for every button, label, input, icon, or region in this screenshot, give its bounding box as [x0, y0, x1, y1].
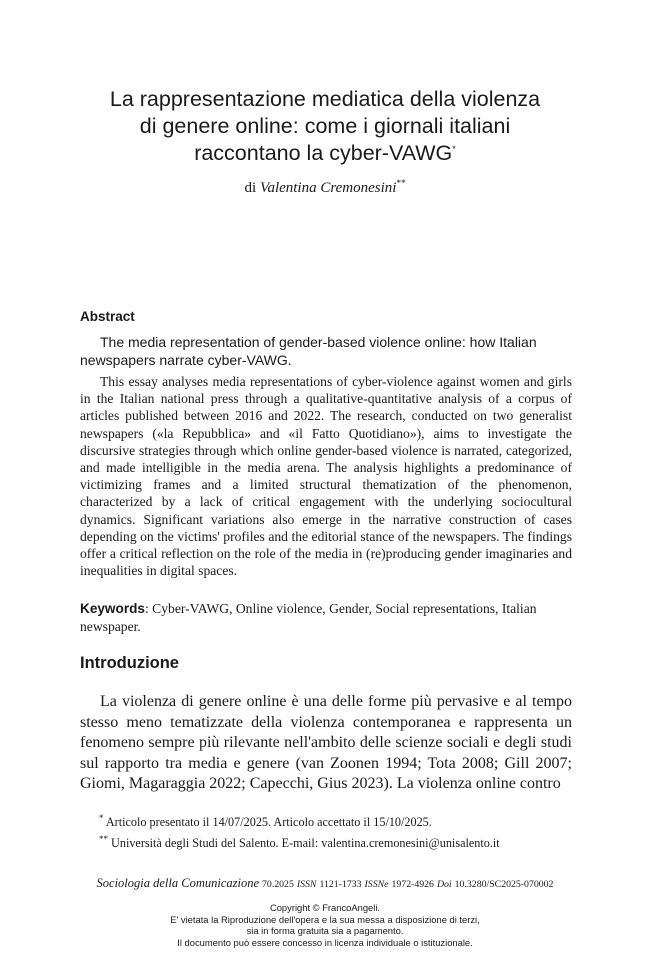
footnote [99, 835, 569, 851]
abstract-english-title: The media representation of gender-based violence online: how Italian newspapers narrate cyber-VAWG. [80, 334, 537, 368]
copyright-line: Copyright © FrancoAngeli. [269, 902, 381, 913]
doi-value: 10.3280/SC2025-070002 [454, 879, 554, 890]
issne-label: ISSNe [364, 879, 389, 890]
keywords-label: Keywords [80, 601, 145, 616]
footnote [99, 814, 569, 830]
section-heading: Introduzione [80, 654, 179, 672]
article-title [60, 86, 590, 167]
footnote-marker: ** [99, 833, 108, 844]
title-line [60, 140, 590, 167]
title-line: La rappresentazione mediatica della violenza [109, 87, 541, 111]
title-footnote-marker: * [452, 143, 456, 154]
issn-value: 1121-1733 [319, 879, 362, 890]
footnote-text: Articolo presentato il 14/07/2025. Articolo accettato il 15/10/2025. [105, 815, 432, 829]
title-line-text: raccontano la cyber-VAWG [194, 141, 453, 165]
journal-citation [0, 876, 650, 891]
issne-value: 1972-4926 [391, 879, 434, 890]
title-line: di genere online: come i giornali italiani [139, 114, 511, 138]
journal-issue: 70.2025 [262, 879, 294, 890]
footnotes [99, 814, 569, 856]
copyright-line: sia in forma gratuita sia a pagamento. [246, 925, 404, 936]
author-prefix: di [244, 180, 257, 196]
author-footnote-marker: ** [396, 178, 406, 188]
keywords-text: Cyber-VAWG, Online violence, Gender, Social representations, Italian newspaper. [80, 601, 537, 634]
copyright-line: Il documento può essere concesso in licenza individuale o istituzionale. [177, 936, 473, 948]
doi-label: Doi [436, 879, 452, 890]
copyright-line: E' vietata la Riproduzione dell'opera e la sua messa a disposizione di terzi, [170, 913, 480, 925]
issn-label: ISSN [296, 879, 317, 890]
copyright-notice [0, 902, 650, 948]
author-line [0, 180, 650, 197]
keywords-separator: : [144, 601, 153, 616]
keywords [80, 600, 572, 635]
author-name: Valentina Cremonesini [259, 180, 397, 196]
intro-paragraph: La violenza di genere online è una delle forme più pervasive e al tempo stesso meno tematizzate della violenza contemporanea e rappresenta un fenomeno sempre più rilevante nell'ambito delle scienze sociali e degli studi sul rapporto tra media e genere (van Zoonen 1994; Tota 2008; Gill 2007; Giomi, Magaraggia 2022; Capecchi, Gius 2023). La violenza online contro [80, 693, 572, 793]
footnote-text: Università degli Studi del Salento. E-mail: valentina.cremonesini@unisalento.it [111, 836, 500, 850]
footnote-marker: * [99, 812, 104, 823]
abstract-heading: Abstract [80, 309, 135, 324]
abstract-text: This essay analyses media representations of cyber-violence against women and girls in the Italian national press through a qualitative-quantitative analysis of a corpus of articles published between 2016 and 2022. The research, conducted on two generalist newspapers («la Repubblica» and «il Fatto Quotidiano»), aims to investigate the discursive strategies through which online gender-based violence is narrated, categorized, and made intelligible in the media arena. The analysis highlights a predominance of victimizing frames and a limited structural thematization of the phenomenon, characterized by a lack of critical engagement with the underlying sociocultural dynamics. Significant variations also emerge in the narrative construction of cases depending on the victims' profiles and the editorial stance of the newspapers. The findings offer a critical reflection on the role of the media in (re)producing gender imaginaries and inequalities in digital spaces. [80, 374, 572, 579]
journal-name: Sociologia della Comunicazione [96, 876, 260, 890]
